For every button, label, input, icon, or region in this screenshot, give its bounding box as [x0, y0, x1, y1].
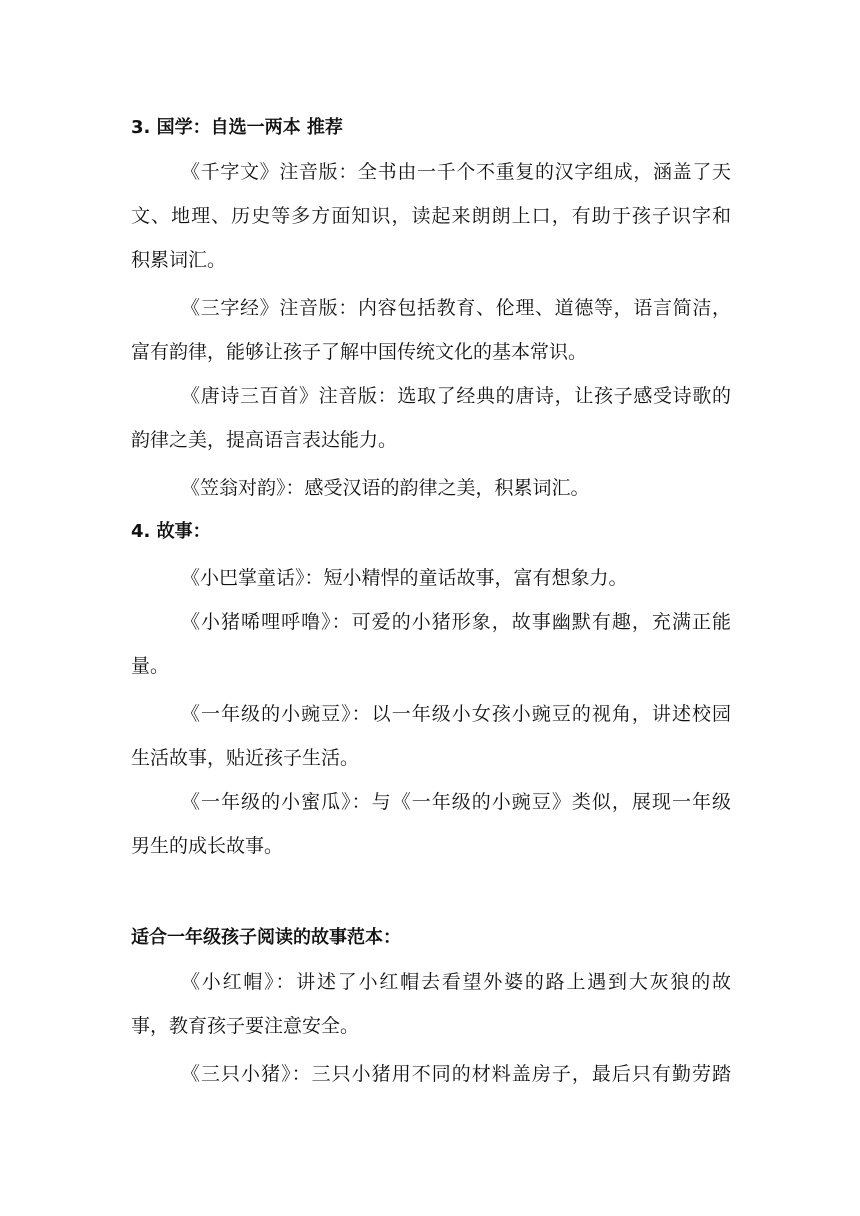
paragraph-line: 《三字经》注音版：内容包括教育、伦理、道德等，语言简洁， — [181, 297, 731, 319]
paragraph-line: 《小猪唏哩呼噜》：可爱的小猪形象，故事幽默有趣，充满正能 — [181, 611, 731, 633]
paragraph-line: 《小巴掌童话》：短小精悍的童话故事，富有想象力。 — [181, 567, 628, 589]
paragraph-line: 《笠翁对韵》：感受汉语的韵律之美，积累词汇。 — [181, 477, 590, 499]
paragraph-line: 生活故事，贴近孩子生活。 — [131, 747, 360, 769]
paragraph-line: 《一年级的小豌豆》：以一年级小女孩小豌豆的视角，讲述校园 — [181, 703, 731, 725]
section-heading-guoxue: 3. 国学：自选一两本 推荐 — [131, 117, 343, 138]
section-heading-stories: 4. 故事： — [131, 521, 211, 542]
paragraph-line: 富有韵律，能够让孩子了解中国传统文化的基本常识。 — [131, 341, 588, 363]
paragraph-line: 事，教育孩子要注意安全。 — [131, 1015, 360, 1037]
paragraph-line: 积累词汇。 — [131, 249, 227, 271]
paragraph-line: 《唐诗三百首》注音版：选取了经典的唐诗，让孩子感受诗歌的 — [181, 385, 731, 407]
paragraph-line: 文、地理、历史等多方面知识，读起来朗朗上口，有助于孩子识字和 — [131, 205, 731, 227]
paragraph-line: 男生的成长故事。 — [131, 835, 284, 857]
paragraph-line: 《千字文》注音版：全书由一千个不重复的汉字组成，涵盖了天 — [181, 161, 731, 183]
paragraph-line: 《一年级的小蜜瓜》：与《一年级的小豌豆》类似，展现一年级 — [181, 791, 731, 813]
paragraph-line: 韵律之美，提高语言表达能力。 — [131, 429, 398, 451]
paragraph-line: 《三只小猪》：三只小猪用不同的材料盖房子，最后只有勤劳踏 — [181, 1063, 731, 1085]
paragraph-line: 《小红帽》：讲述了小红帽去看望外婆的路上遇到大灰狼的故 — [181, 971, 731, 993]
section-heading-example-stories: 适合一年级孩子阅读的故事范本： — [131, 927, 401, 948]
paragraph-line: 量。 — [131, 655, 170, 677]
